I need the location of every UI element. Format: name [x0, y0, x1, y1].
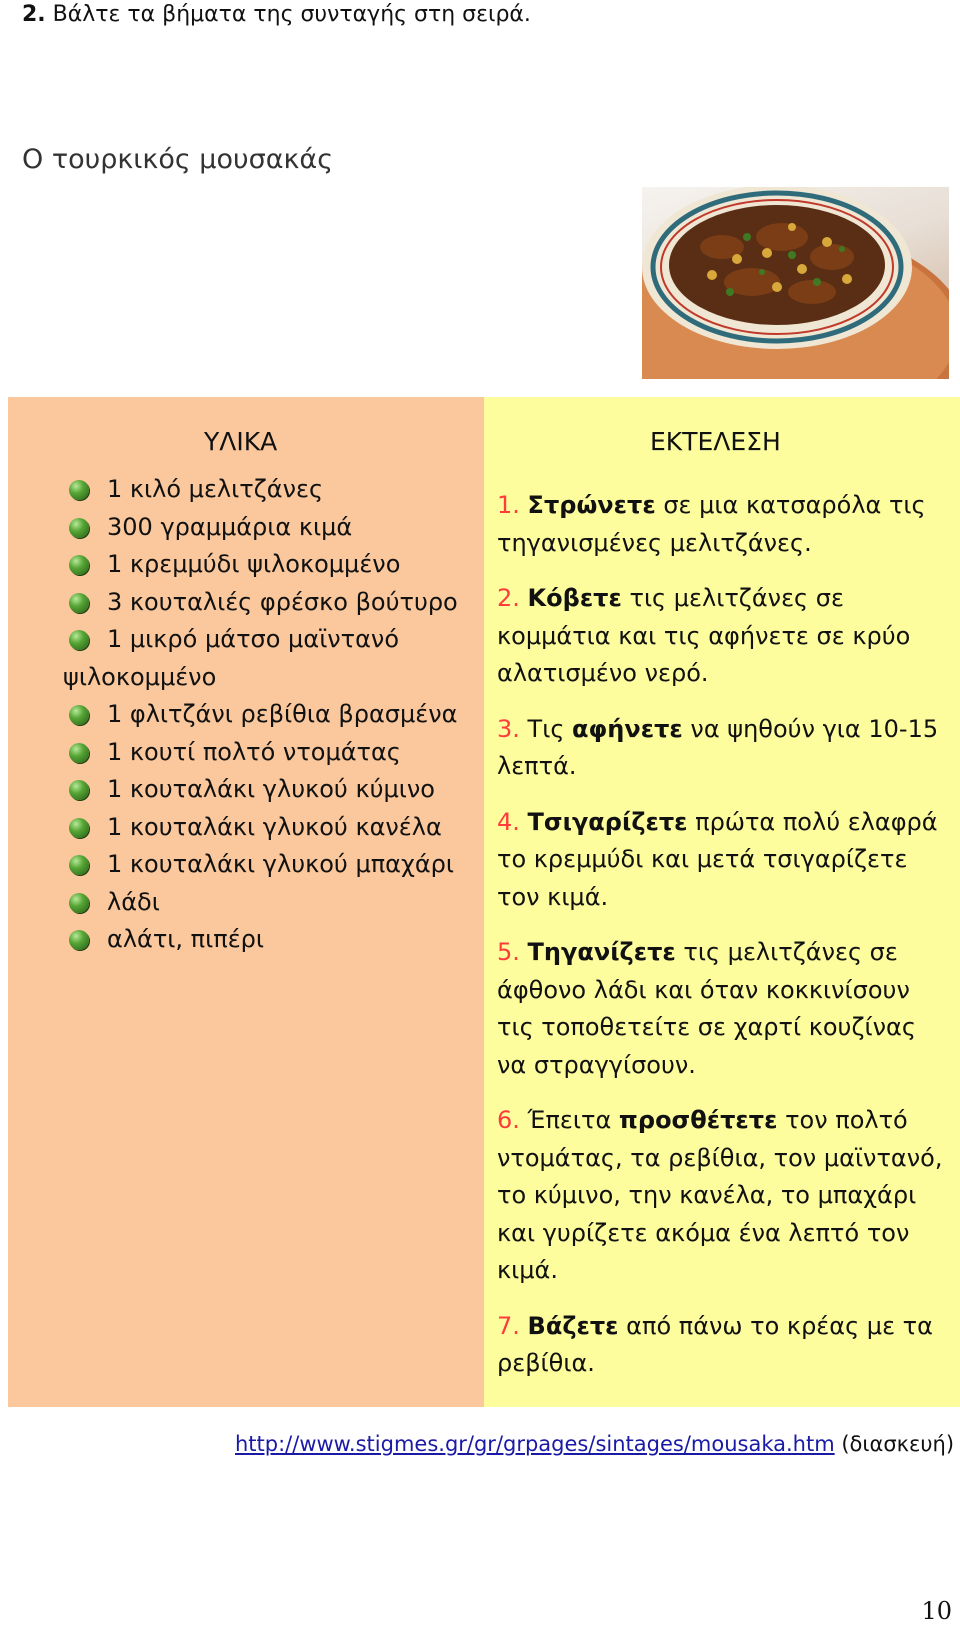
ingredient-item: αλάτι, πιπέρι — [63, 921, 473, 959]
recipe-title: Ο τουρκικός μουσακάς — [22, 144, 334, 175]
ingredients-list — [63, 471, 473, 959]
step-number: 7. — [497, 1311, 520, 1340]
source-note: (διασκευή) — [841, 1432, 955, 1456]
green-bullet-icon — [69, 480, 89, 500]
step-number: 1. — [497, 491, 520, 519]
green-bullet-icon — [69, 555, 89, 575]
step-item: 4. Τσιγαρίζετε πρώτα πολύ ελαφρά το κρεμμύδι και μετά τσιγαρίζετε τον κιμά. — [497, 807, 938, 911]
ingredient-item: 1 κρεμμύδι ψιλοκομμένο — [63, 546, 473, 584]
step-verb: Κόβετε — [527, 584, 622, 612]
step-number: 4. — [497, 807, 520, 836]
green-bullet-icon — [69, 855, 89, 875]
step-item: 3. Τις αφήνετε να ψηθούν για 10-15 λεπτά. — [497, 714, 939, 780]
ingredient-item: 1 κουταλάκι γλυκού κανέλα — [63, 809, 473, 847]
ingredient-item: 1 κουταλάκι γλυκού κύμινο — [63, 771, 473, 809]
ingredient-item: λάδι — [63, 884, 473, 922]
step-number: 5. — [497, 938, 520, 966]
green-bullet-icon — [69, 630, 89, 650]
green-bullet-icon — [69, 743, 89, 763]
step-verb: αφήνετε — [572, 714, 683, 743]
step-verb: Βάζετε — [527, 1311, 619, 1340]
step-item: 2. Κόβετε τις μελιτζάνες σε κομμάτια και τις αφήνετε σε κρύο αλατισμένο νερό. — [497, 584, 911, 687]
ingredient-item: 1 κουτί πολτό ντομάτας — [63, 734, 473, 772]
ingredient-item: 1 κιλό μελιτζάνες — [63, 471, 473, 509]
green-bullet-icon — [69, 780, 89, 800]
ingredient-item: 1 κουταλάκι γλυκού μπαχάρι — [63, 846, 473, 884]
source-link[interactable]: http://www.stigmes.gr/gr/grpages/sintages/mousaka.htm — [235, 1432, 835, 1456]
step-verb: Τηγανίζετε — [527, 938, 676, 966]
green-bullet-icon — [69, 518, 89, 538]
step-verb: Τσιγαρίζετε — [527, 807, 688, 836]
step-item: 1. Στρώνετε σε μια κατσαρόλα τις τηγανισμένες μελιτζάνες. — [497, 491, 926, 557]
step-number: 6. — [497, 1106, 520, 1134]
ingredient-item: 1 φλιτζάνι ρεβίθια βρασμένα — [63, 696, 473, 734]
step-item: 5. Τηγανίζετε τις μελιτζάνες σε άφθονο λάδι και όταν κοκκινίσουν τις τοποθετείτε σε χαρτί κουζίνας να στραγγίσουν. — [497, 938, 916, 1079]
ingredients-panel — [8, 397, 484, 1407]
step-item: 6. Έπειτα προσθέτετε τον πολτό ντομάτας, τα ρεβίθια, τον μαϊντανό, το κύμινο, την κανέλα, το μπαχάρι και γυρίζετε ακόμα ένα λεπτό τον κιμά. — [497, 1106, 943, 1284]
method-heading: ΕΚΤΕΛΕΣΗ — [650, 427, 781, 456]
green-bullet-icon — [69, 930, 89, 950]
step-verb: προσθέτετε — [618, 1106, 778, 1134]
exercise-instruction — [22, 2, 531, 27]
step-number: 3. — [497, 714, 520, 743]
green-bullet-icon — [69, 705, 89, 725]
moussaka-plate-image — [642, 187, 949, 379]
step-number: 2. — [497, 584, 520, 612]
exercise-text: Βάλτε τα βήματα της συνταγής στη σειρά. — [52, 2, 531, 27]
method-panel — [484, 397, 960, 1407]
step-item: 7. Βάζετε από πάνω το κρέας με τα ρεβίθια. — [497, 1311, 933, 1377]
green-bullet-icon — [69, 893, 89, 913]
green-bullet-icon — [69, 593, 89, 613]
step-verb: Στρώνετε — [527, 491, 656, 519]
ingredients-heading: ΥΛΙΚΑ — [204, 427, 278, 456]
page-number: 10 — [921, 1597, 952, 1625]
ingredient-item: 1 μικρό μάτσο μαϊντανό ψιλοκομμένο — [63, 625, 400, 691]
source-line — [235, 1432, 954, 1456]
dish-photo — [642, 187, 949, 379]
steps-list — [497, 487, 947, 1401]
ingredient-item: 3 κουταλιές φρέσκο βούτυρο — [63, 584, 473, 622]
green-bullet-icon — [69, 818, 89, 838]
exercise-number: 2. — [22, 2, 46, 27]
ingredient-item: 300 γραμμάρια κιμά — [63, 509, 473, 547]
